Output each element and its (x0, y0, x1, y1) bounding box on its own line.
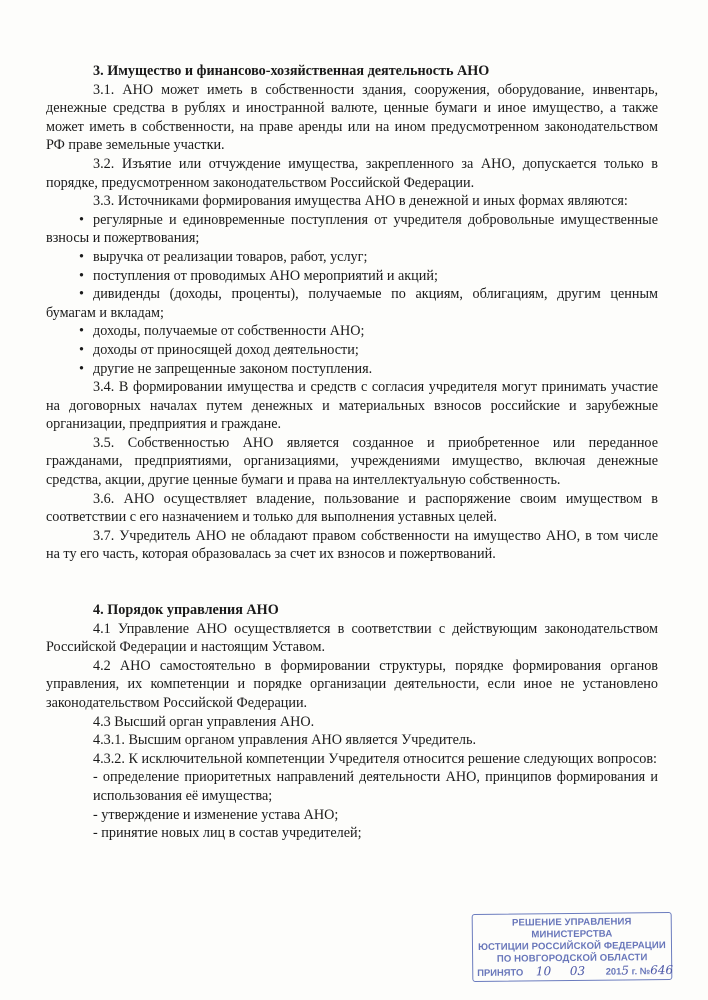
bullet-text: доходы от приносящей доход деятельности; (93, 341, 359, 358)
bullet-icon: • (79, 341, 84, 358)
stamp-number: 646 (650, 962, 674, 978)
stamp-line-3: ПО НОВГОРОДСКОЙ ОБЛАСТИ (496, 952, 648, 965)
paragraph-3-3: 3.3. Источниками формирования имущества АНО в денежной и иных формах являются: (93, 193, 628, 210)
bullet-item (46, 360, 658, 379)
section-4-heading: 4. Порядок управления АНО (93, 602, 279, 619)
bullet-text: поступления от проводимых АНО мероприятий и акций; (93, 267, 438, 284)
stamp-line-2: ЮСТИЦИИ РОССИЙСКОЙ ФЕДЕРАЦИИ (478, 940, 666, 953)
bullet-text: выручка от реализации товаров, работ, услуг; (93, 248, 368, 265)
bullet-item (46, 341, 658, 360)
bullet-item (46, 322, 658, 341)
paragraph-3-4: 3.4. В формировании имущества и средств с согласия учредителя могут принимать участие на договорных началах путем денежных и материальных взносов российские и зарубежные организации, предприятия и граждане. (46, 379, 658, 433)
paragraph-3-1: 3.1. АНО может иметь в собственности здания, сооружения, оборудование, инвентарь, денежные средства в рублях и иностранной валюте, ценные бумаги и иное имущество, а также может иметь в собственности, на праве аренды или на ином предусмотренном законодательством РФ праве земельные участки. (46, 81, 658, 154)
paragraph-3-2: 3.2. Изъятие или отчуждение имущества, закрепленного за АНО, допускается только в порядке, предусмотренном законодательством Российской Федерации. (46, 155, 658, 191)
paragraph-3-5: 3.5. Собственностью АНО является созданное и приобретенное или переданное гражданами, предприятиями, организациями, учреждениями имущество, включая денежные средства, акции, другие ценные бумаги и права на интеллектуальную собственность. (46, 434, 658, 489)
bullet-item (46, 248, 658, 267)
bullet-icon: • (79, 248, 84, 265)
stamp-line-1: РЕШЕНИЕ УПРАВЛЕНИЯ МИНИСТЕРСТВА (511, 916, 632, 941)
bullet-icon: • (79, 360, 84, 377)
registration-stamp (472, 912, 673, 982)
bullet-text: другие не запрещенные законом поступления. (93, 360, 373, 377)
bullet-item (46, 211, 658, 248)
stamp-month: 03 (569, 963, 586, 979)
section-spacer (46, 564, 658, 601)
bullet-icon: • (79, 267, 84, 284)
bullet-icon: • (79, 211, 84, 228)
paragraph-4-3-2: 4.3.2. К исключительной компетенции Учредителя относится решение следующих вопросов: (93, 750, 657, 767)
paragraph-4-1: 4.1 Управление АНО осуществляется в соответствии с действующим законодательством Российской Федерации и настоящим Уставом. (46, 620, 658, 656)
bullet-text: регулярные и единовременные поступления от учредителя добровольные имущественные взносы и пожертвования; (46, 211, 658, 247)
bullet-text: доходы, получаемые от собственности АНО; (93, 323, 365, 340)
bullet-item (46, 285, 658, 322)
section-3-heading: 3. Имущество и финансово-хозяйственная деятельность АНО (93, 63, 490, 79)
dash-list-item: - утверждение и изменение устава АНО; (93, 806, 339, 823)
paragraph-4-3: 4.3 Высший орган управления АНО. (93, 713, 315, 730)
paragraph-4-2: 4.2 АНО самостоятельно в формировании структуры, порядке формирования органов управления, их компетенции и порядке организации деятельности, если иное не установлено законодательством Российской Федерации. (46, 657, 658, 711)
bullet-text: дивиденды (доходы, проценты), получаемые по акциям, облигациям, другим ценным бумагам и вкладам; (46, 286, 658, 321)
paragraph-4-3-1: 4.3.1. Высшим органом управления АНО является Учредитель. (93, 732, 477, 749)
stamp-date-line (477, 964, 673, 979)
paragraph-3-6: 3.6. АНО осуществляет владение, пользование и распоряжение своим имуществом в соответствии с его назначением и только для выполнения уставных целей. (46, 490, 658, 526)
bullet-item (46, 267, 658, 286)
document-body (46, 62, 658, 843)
bullet-icon: • (79, 323, 84, 340)
stamp-number-label: г. № (631, 965, 651, 977)
stamp-year-prefix: 201 (605, 965, 622, 977)
paragraph-3-7: 3.7. Учредитель АНО не обладают правом собственности на имущество АНО, в том числе на ту его часть, которая образовалась за счет их взносов и пожертвований. (46, 527, 658, 563)
bullet-icon: • (79, 286, 84, 303)
dash-list-item: - определение приоритетных направлений деятельности АНО, принципов формирования и использования её имущества; (93, 769, 658, 804)
stamp-year-suffix: 5 (621, 963, 630, 978)
dash-list-item: - принятие новых лиц в состав учредителей; (93, 825, 362, 842)
stamp-accepted-label: ПРИНЯТО (477, 966, 524, 978)
stamp-day: 10 (535, 964, 552, 979)
